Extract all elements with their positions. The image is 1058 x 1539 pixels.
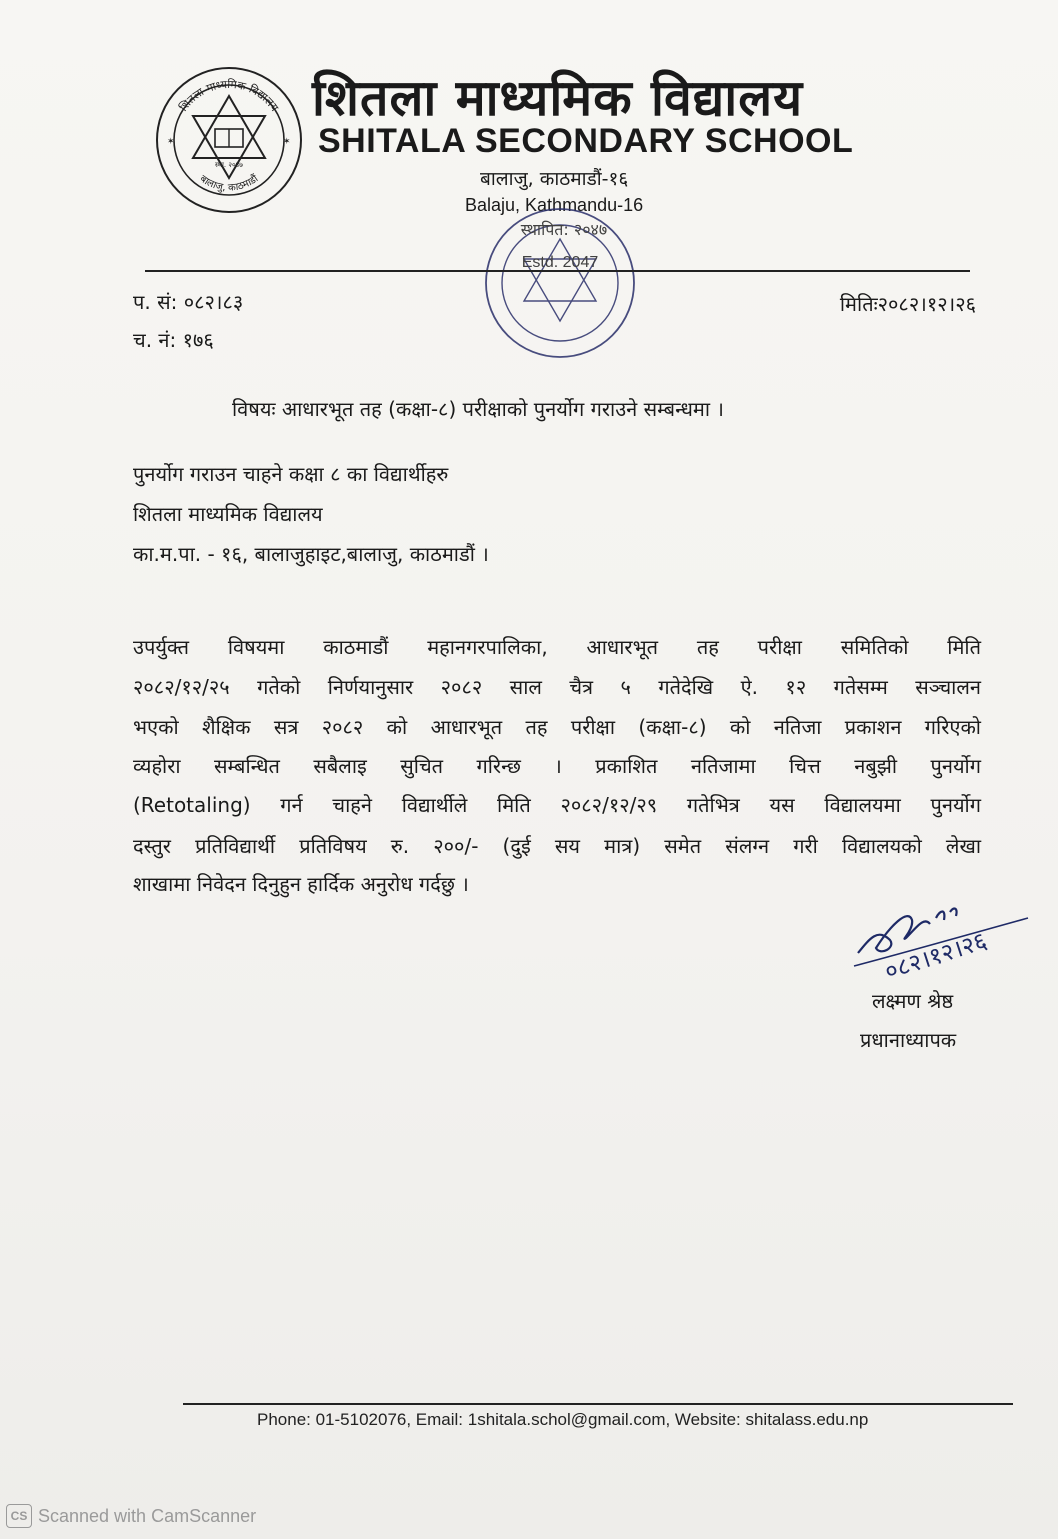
school-name-nepali: शितला माध्यमिक विद्यालय [312,69,804,127]
svg-text:बालाजु, काठमाडौं: बालाजु, काठमाडौं [197,173,261,194]
camscanner-icon: CS [6,1504,32,1528]
svg-text:✶: ✶ [167,137,175,147]
body-line: २०८२/१२/२५ गतेको निर्णयानुसार २०८२ साल चैत्र ५ गतेदेखि ऐ. १२ गतेसम्म सञ्चालन [133,675,981,699]
body-line: (Retotaling) गर्न चाहने विद्यार्थीले मिति २०८२/१२/२९ गतेभित्र यस विद्यालयमा पुनर्योग [133,793,981,817]
body-line: व्यहोरा सम्बन्धित सबैलाइ सुचित गरिन्छ । प्रकाशित नतिजामा चित्त नबुझी पुनर्योग [133,754,981,778]
addressee-line: का.म.पा. - १६, बालाजुहाइट,बालाजु, काठमाडौं । [133,542,489,566]
svg-text:शितला माध्यमिक विद्यालय: शितला माध्यमिक विद्यालय [177,77,282,114]
signer-name: लक्ष्मण श्रेष्ठ [872,989,954,1013]
body-line: दस्तुर प्रतिविद्यार्थी प्रतिविषय रु. २००/- (दुई सय मात्र) समेत संलग्न गरी विद्यालयको लेखा [133,834,981,858]
svg-text:Estd. 2047: Estd. 2047 [521,254,599,271]
letter-date: मितिः२०८२।१२।२६ [839,292,976,316]
school-logo [155,66,303,214]
body-line: भएको शैक्षिक सत्र २०८२ को आधारभूत तह परीक्षा (कक्षा-८) को नतिजा प्रकाशन गरिएको [133,715,981,739]
svg-text:✶: ✶ [283,137,291,147]
letter-subject: विषयः आधारभूत तह (कक्षा-८) परीक्षाको पुनर्योग गराउने सम्बन्धमा । [232,397,725,421]
scanner-watermark-text: Scanned with CamScanner [38,1505,257,1526]
reference-number: प. सं: ०८२।८३ [133,290,244,314]
header-divider [145,270,970,272]
addressee-line: पुनर्योग गराउन चाहने कक्षा ८ का विद्यार्थीहरु [133,462,449,486]
svg-text:स्थापित: २०४७: स्थापित: २०४७ [520,220,608,239]
footer-divider [183,1403,1013,1405]
official-stamp [482,205,638,361]
school-address-english: Balaju, Kathmandu-16 [465,195,644,215]
body-line: उपर्युक्त विषयमा काठमाडौं महानगरपालिका, आधारभूत तह परीक्षा समितिको मिति [133,635,981,659]
footer-contact: Phone: 01-5102076, Email: 1shitala.schol@gmail.com, Website: shitalass.edu.np [257,1410,869,1429]
school-name-english: SHITALA SECONDARY SCHOOL [318,122,854,160]
body-line: शाखामा निवेदन दिनुहुन हार्दिक अनुरोध गर्दछु । [133,872,469,896]
addressee-line: शितला माध्यमिक विद्यालय [133,502,323,526]
svg-text:०८२।१२।२६: ०८२।१२।२६ [881,926,991,986]
svg-text:स्था. २०४७: स्था. २०४७ [215,161,243,169]
handwritten-signature [850,898,1035,988]
signer-title: प्रधानाध्यापक [860,1028,957,1052]
scanner-watermark [6,1503,256,1529]
dispatch-number: च. नं: १७६ [133,328,214,352]
school-address-nepali: बालाजु, काठमाडौं-१६ [480,168,629,190]
